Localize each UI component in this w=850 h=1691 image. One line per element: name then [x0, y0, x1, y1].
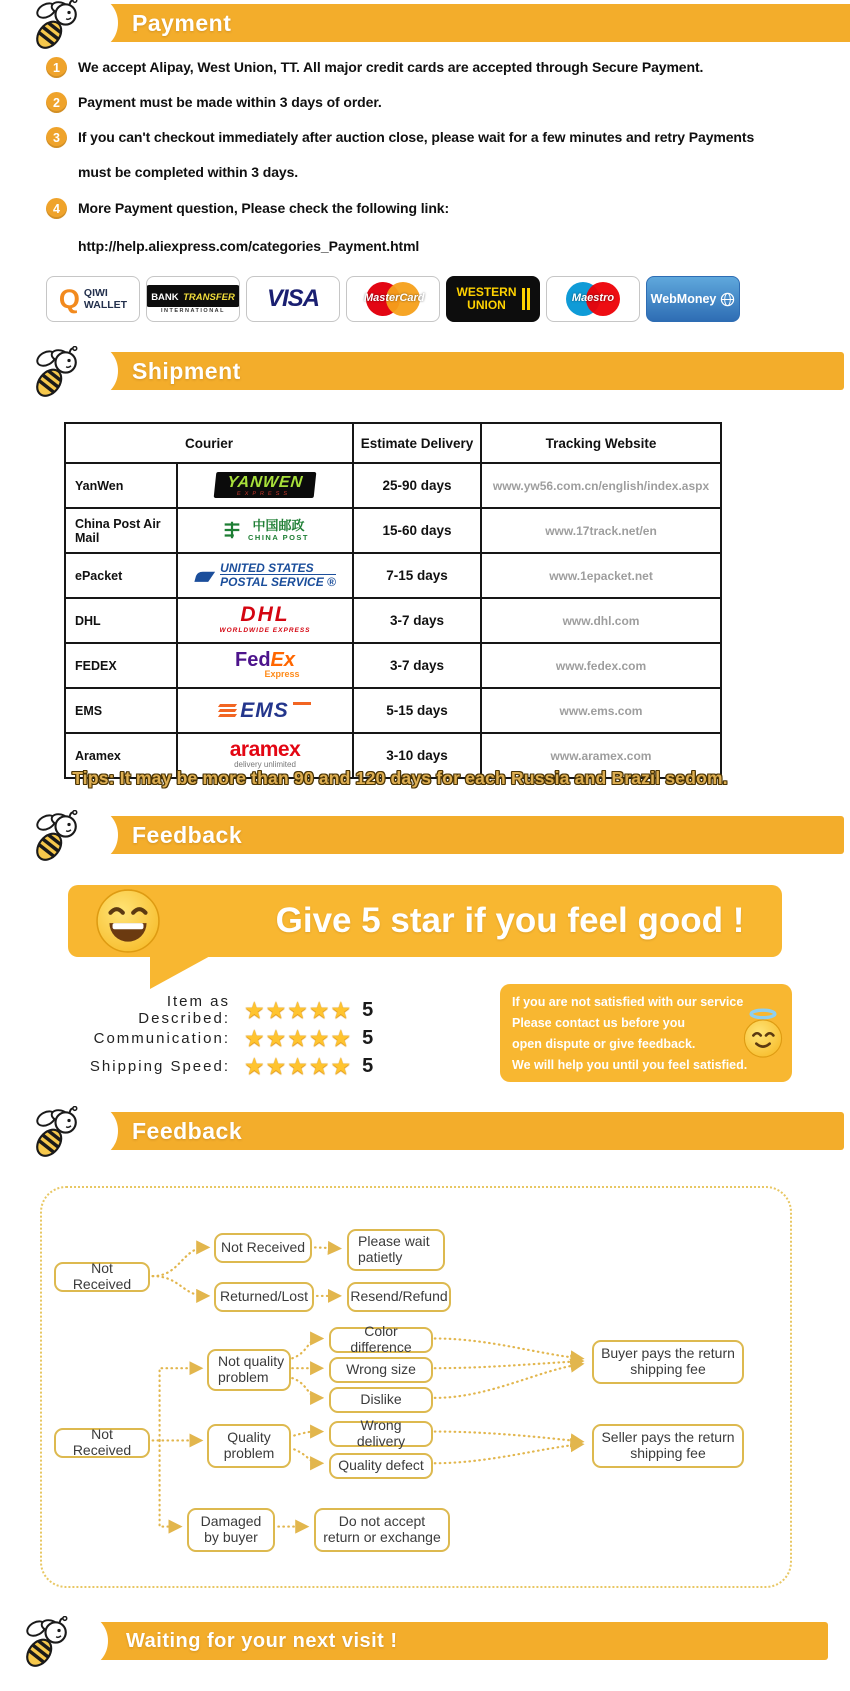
note-line: If you are not satisfied with our service — [512, 995, 744, 1009]
flowchart-container — [40, 1186, 792, 1588]
globe-icon — [720, 292, 735, 307]
rating-score: 5 — [362, 1026, 374, 1049]
rating-score: 5 — [362, 1054, 374, 1077]
flowchart-node-quality-problem: Quality problem — [207, 1424, 291, 1468]
mastercard-logo — [346, 276, 440, 322]
flowchart-title: Feedback — [132, 1118, 243, 1144]
shipment-table — [64, 422, 722, 779]
tracking-link[interactable]: www.yw56.com.cn/english/index.aspx — [481, 463, 721, 508]
western-word: WESTERN — [456, 284, 517, 299]
star-icons: ★★★★★ — [244, 1052, 353, 1079]
flowchart-node-color-difference: Color difference — [329, 1327, 433, 1353]
table-row-dhl — [65, 598, 721, 643]
rating-row-shipping — [70, 1052, 373, 1080]
ems-chevrons-icon — [219, 704, 236, 717]
international-word: INTERNATIONAL — [161, 307, 226, 314]
bank-transfer-logo — [146, 276, 240, 322]
maestro-logo — [546, 276, 640, 322]
payment-methods-row — [46, 276, 740, 322]
flowchart-header-bar — [88, 1112, 844, 1150]
item-number-badge: 3 — [46, 127, 67, 148]
bee-icon — [26, 810, 84, 868]
angel-emoji-icon — [739, 1008, 787, 1060]
shipment-section-header — [0, 348, 850, 410]
courier-name: YanWen — [65, 463, 177, 508]
delivery-estimate: 5-15 days — [353, 688, 481, 733]
payment-section-header — [0, 0, 850, 62]
item-number-badge: 2 — [46, 92, 67, 113]
yanwen-logo: YANWEN EXPRESS — [214, 472, 317, 498]
feedback-header-bar — [88, 816, 844, 854]
shipment-title: Shipment — [132, 358, 241, 384]
ems-logo: EMS — [178, 699, 352, 723]
mastercard-label: MasterCard — [364, 292, 425, 304]
payment-help-link[interactable]: http://help.aliexpress.com/categories_Payment.html — [78, 238, 420, 254]
rating-score: 5 — [362, 998, 374, 1021]
payment-item-1 — [46, 57, 816, 78]
qiwi-label: QIWI — [83, 286, 108, 299]
payment-item-2 — [46, 92, 816, 113]
flowchart-node-damaged-by-buyer: Damaged by buyer — [187, 1508, 275, 1552]
maestro-label: Maestro — [571, 292, 615, 304]
delivery-estimate: 3-7 days — [353, 643, 481, 688]
union-bars-icon — [522, 288, 530, 310]
western-union-logo — [446, 276, 540, 322]
qiwi-label2: WALLET — [83, 299, 128, 311]
tracking-link[interactable]: www.dhl.com — [481, 598, 721, 643]
flowchart-node-seller-pays: Seller pays the return shipping fee — [592, 1424, 744, 1468]
flowchart-section-header — [0, 1108, 850, 1170]
flowchart-node-not-received-mid: Not Received — [214, 1233, 312, 1263]
table-header-row — [65, 423, 721, 463]
flowchart-node-not-received-1: Not Received — [54, 1262, 150, 1292]
payment-help-link-row — [46, 236, 816, 257]
table-row-ems — [65, 688, 721, 733]
item-text: must be completed within 3 days. — [78, 164, 299, 180]
courier-name: Aramex — [65, 733, 177, 778]
note-line: open dispute or give feedback. — [512, 1037, 696, 1051]
col-tracking: Tracking Website — [481, 423, 721, 463]
courier-name: FEDEX — [65, 643, 177, 688]
delivery-estimate: 15-60 days — [353, 508, 481, 553]
banner-text: Give 5 star if you feel good ! — [275, 901, 745, 940]
note-line: We will help you until you feel satisfied. — [512, 1058, 748, 1072]
footer-section-header — [0, 1618, 850, 1680]
china-post-emblem-icon — [221, 519, 243, 541]
feedback-section-header — [0, 812, 850, 874]
speech-bubble-tail — [150, 955, 212, 989]
note-line: Please contact us before you — [512, 1016, 685, 1030]
rating-label: Shipping Speed: — [89, 1057, 230, 1075]
delivery-estimate: 25-90 days — [353, 463, 481, 508]
bee-icon — [26, 0, 84, 56]
rating-label: Item as Described: — [138, 993, 230, 1027]
delivery-estimate: 3-10 days — [353, 733, 481, 778]
col-delivery: Estimate Delivery — [353, 423, 481, 463]
five-star-banner — [68, 885, 782, 957]
shipping-tips-text: Tips: It may be more than 90 and 120 days for each Russia and Brazil sedom. — [72, 768, 728, 788]
item-text: Payment must be made within 3 days of order. — [78, 94, 382, 110]
rating-row-communication — [70, 1024, 373, 1052]
payment-header-bar — [88, 4, 850, 42]
item-text: We accept Alipay, West Union, TT. All major credit cards are accepted through Secure Payment. — [78, 59, 704, 75]
tracking-link[interactable]: www.ems.com — [481, 688, 721, 733]
tracking-link[interactable]: www.aramex.com — [481, 733, 721, 778]
item-text: If you can't checkout immediately after auction close, please wait for a few minutes and retry Payments — [78, 129, 755, 145]
tracking-link[interactable]: www.fedex.com — [481, 643, 721, 688]
usps-eagle-icon — [194, 567, 216, 584]
flowchart-node-quality-defect: Quality defect — [329, 1453, 433, 1479]
visa-logo — [246, 276, 340, 322]
qiwi-wallet-logo — [46, 276, 140, 322]
service-note-box — [500, 984, 792, 1082]
transfer-word: TRANSFER — [183, 291, 235, 303]
bee-icon — [26, 346, 84, 404]
payment-title: Payment — [132, 10, 232, 36]
footer-title: Waiting for your next visit ! — [126, 1630, 398, 1652]
courier-name: EMS — [65, 688, 177, 733]
flowchart-node-not-received-2: Not Received — [54, 1428, 150, 1458]
tracking-link[interactable]: www.17track.net/en — [481, 508, 721, 553]
tracking-link[interactable]: www.1epacket.net — [481, 553, 721, 598]
fedex-logo: FedEx Express — [234, 648, 300, 679]
footer-header-bar — [78, 1622, 828, 1660]
rating-row-described — [70, 993, 374, 1027]
webmoney-logo — [646, 276, 740, 322]
delivery-estimate: 3-7 days — [353, 598, 481, 643]
flowchart-node-not-quality-problem: Not quality problem — [207, 1349, 291, 1391]
star-icons: ★★★★★ — [244, 996, 353, 1023]
flowchart-node-wrong-delivery: Wrong delivery — [329, 1421, 433, 1447]
table-row-fedex — [65, 643, 721, 688]
delivery-estimate: 7-15 days — [353, 553, 481, 598]
dhl-logo: DHL WORLDWIDE EXPRESS — [219, 603, 311, 634]
flowchart-node-returned-lost: Returned/Lost — [214, 1282, 314, 1312]
smiley-emoji-icon — [95, 888, 161, 954]
rating-label: Communication: — [93, 1029, 230, 1047]
bee-icon — [26, 1106, 84, 1164]
shipment-header-bar — [88, 352, 844, 390]
table-row-epacket — [65, 553, 721, 598]
payment-item-4 — [46, 198, 816, 219]
item-number-badge: 1 — [46, 57, 67, 78]
ems-bar-icon — [293, 702, 311, 705]
flowchart-node-no-return: Do not accept return or exchange — [314, 1508, 450, 1552]
webmoney-label: WebMoney — [650, 292, 717, 306]
flowchart-node-dislike: Dislike — [329, 1387, 433, 1413]
aramex-logo: aramex delivery unlimited — [229, 738, 301, 769]
usps-logo: UNITED STATES POSTAL SERVICE ® — [178, 562, 352, 590]
qiwi-q-icon: Q — [58, 283, 80, 314]
flowchart-node-wrong-size: Wrong size — [329, 1357, 433, 1383]
feedback-title: Feedback — [132, 822, 243, 848]
item-number-badge: 4 — [46, 198, 67, 219]
col-courier: Courier — [65, 423, 353, 463]
courier-name: DHL — [65, 598, 177, 643]
bee-icon — [16, 1616, 74, 1674]
bank-word: BANK — [151, 291, 179, 303]
china-post-logo: 中国邮政 CHINA POST — [178, 519, 352, 542]
payment-item-3-continued — [46, 162, 816, 183]
item-text: More Payment question, Please check the following link: — [78, 200, 450, 216]
courier-name: China Post Air Mail — [65, 508, 177, 553]
courier-name: ePacket — [65, 553, 177, 598]
flowchart-node-wait: Please wait patietly — [347, 1229, 445, 1271]
table-row-chinapost — [65, 508, 721, 553]
visa-label: VISA — [266, 285, 319, 312]
flowchart-node-resend-refund: Resend/Refund — [347, 1282, 451, 1312]
payment-item-3 — [46, 127, 816, 148]
star-icons: ★★★★★ — [244, 1024, 353, 1051]
flowchart-node-buyer-pays: Buyer pays the return shipping fee — [592, 1340, 744, 1384]
table-row-yanwen — [65, 463, 721, 508]
union-word: UNION — [467, 298, 506, 312]
